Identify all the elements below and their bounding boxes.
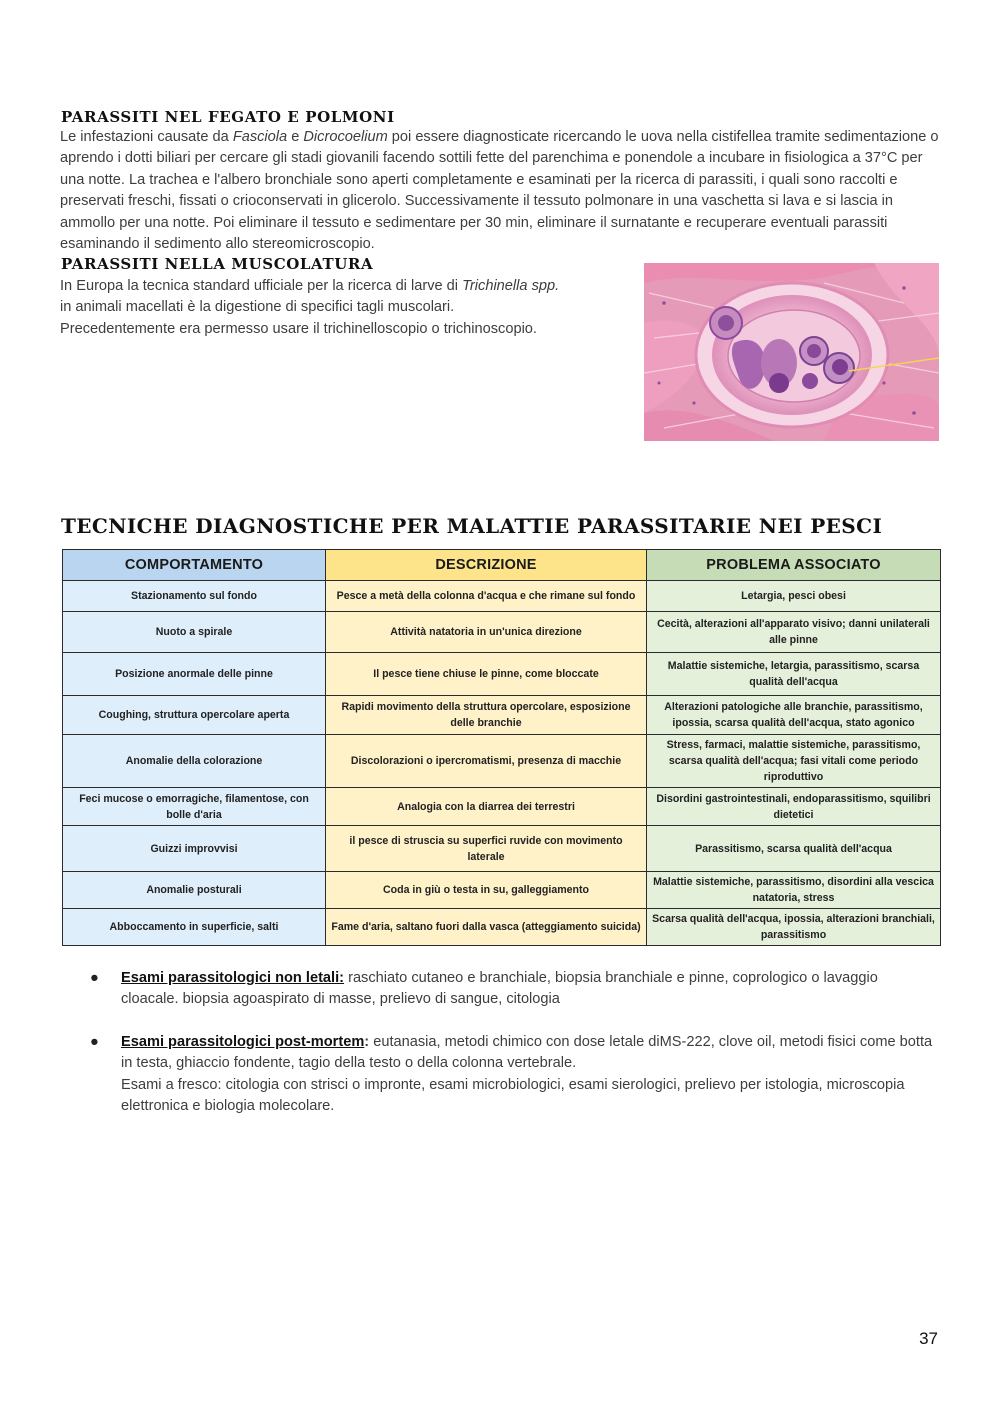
colon: : bbox=[364, 1033, 370, 1050]
table-row bbox=[63, 826, 941, 872]
problem-cell: Parassitismo, scarsa qualità dell'acqua bbox=[647, 826, 941, 872]
behavior-cell: Abboccamento in superficie, salti bbox=[63, 909, 326, 946]
bullet-icon: ● bbox=[90, 970, 99, 986]
exam-lead-post-mortem: Esami parassitologici post-mortem bbox=[121, 1033, 365, 1050]
problem-cell: Stress, farmaci, malattie sistemiche, parassitismo, scarsa qualità dell'acqua; fasi vitali come periodo riproduttivo bbox=[647, 735, 941, 788]
text-span: e bbox=[287, 129, 304, 145]
description-cell: Analogia con la diarrea dei terrestri bbox=[326, 788, 647, 826]
problem-cell: Alterazioni patologiche alle branchie, parassitismo, ipossia, scarsa qualità dell'acqua, stato agonico bbox=[647, 696, 941, 735]
header-problema: PROBLEMA ASSOCIATO bbox=[647, 550, 941, 581]
description-cell: Fame d'aria, saltano fuori dalla vasca (atteggiamento suicida) bbox=[326, 909, 647, 946]
table-row bbox=[63, 696, 941, 735]
list-item bbox=[86, 1032, 936, 1118]
text-span: poi essere diagnosticate ricercando le uova nella cistifellea tramite sedimentazione o aprendo i dotti biliari per cercare gli stadi giovanili facendo sottili fette del parenchima e ponendole a incubare in fisiologica a 37°C per una notte. La trachea e l'albero bronchiale sono aperti completamente e esaminati per la ricerca di parassiti, i quali sono raccolti e preservati freschi, fissati o crioconservati in glicerolo. Successivamente il tessuto polmonare in una vaschetta si lava e si lascia in ammollo per una notte. Poi eliminare il tessuto e sedimentare per 30 min, eliminare il surnatante e recuperare eventuali parassiti esaminando il sedimento allo stereomicroscopio. bbox=[60, 129, 939, 253]
behavior-cell: Coughing, struttura opercolare aperta bbox=[63, 696, 326, 735]
description-cell: Pesce a metà della colonna d'acqua e che rimane sul fondo bbox=[326, 581, 647, 612]
species-fasciola: Fasciola bbox=[232, 129, 288, 145]
exam-text: eutanasia, metodi chimico con dose letale diMS-222, clove oil, metodi fisici come botta in testa, ghiaccio fondente, tagio della testo o della colonna vertebrale. bbox=[121, 1033, 933, 1072]
behavior-cell: Anomalie della colorazione bbox=[63, 735, 326, 788]
description-cell: Il pesce tiene chiuse le pinne, come bloccate bbox=[326, 653, 647, 696]
description-cell: Coda in giù o testa in su, galleggiamento bbox=[326, 872, 647, 909]
problem-cell: Letargia, pesci obesi bbox=[647, 581, 941, 612]
table-row bbox=[63, 581, 941, 612]
behavior-cell: Anomalie posturali bbox=[63, 872, 326, 909]
text-span: In Europa la tecnica standard ufficiale per la ricerca di larve di bbox=[60, 278, 463, 294]
micrograph-image bbox=[644, 263, 939, 441]
behavior-cell: Feci mucose o emorragiche, filamentose, con bolle d'aria bbox=[63, 788, 326, 826]
problem-cell: Malattie sistemiche, parassitismo, disordini alla vescica natatoria, stress bbox=[647, 872, 941, 909]
muscle-line-1 bbox=[60, 276, 638, 297]
exam-text: raschiato cutaneo e branchiale, biopsia branchiale e pinne, coprologico o lavaggio cloacale. biopsia agoaspirato di masse, prelievo di sangue, citologia bbox=[121, 970, 878, 1008]
exam-text-fresh: Esami a fresco: citologia con strisci o impronte, esami microbiologici, esami sierologici, prelievo per istologia, microscopia elettronica e biologia molecolare. bbox=[121, 1076, 905, 1115]
problem-cell: Scarsa qualità dell'acqua, ipossia, alterazioni branchiali, parassitismo bbox=[647, 909, 941, 946]
liver-paragraph bbox=[60, 127, 940, 255]
behavior-cell: Posizione anormale delle pinne bbox=[63, 653, 326, 696]
list-item bbox=[86, 968, 936, 1011]
table-row bbox=[63, 653, 941, 696]
table-header-row bbox=[63, 550, 941, 581]
header-comportamento: COMPORTAMENTO bbox=[63, 550, 326, 581]
behavior-cell: Nuoto a spirale bbox=[63, 612, 326, 653]
text-span: Le infestazioni causate da bbox=[60, 129, 233, 145]
section-title-liver: PARASSITI NEL FEGATO E POLMONI bbox=[61, 108, 395, 126]
behavior-cell: Stazionamento sul fondo bbox=[63, 581, 326, 612]
fish-diagnostics-table bbox=[62, 549, 941, 946]
problem-cell: Malattie sistemiche, letargia, parassitismo, scarsa qualità dell'acqua bbox=[647, 653, 941, 696]
behavior-cell: Guizzi improvvisi bbox=[63, 826, 326, 872]
description-cell: Discolorazioni o ipercromatismi, presenza di macchie bbox=[326, 735, 647, 788]
muscle-paragraph bbox=[60, 276, 638, 340]
muscle-line-2: in animali macellati è la digestione di specifici tagli muscolari. bbox=[60, 299, 455, 316]
species-trichinella: Trichinella spp. bbox=[462, 278, 560, 294]
description-cell: Rapidi movimento della struttura opercolare, esposizione delle branchie bbox=[326, 696, 647, 735]
description-cell: Attività natatoria in un'unica direzione bbox=[326, 612, 647, 653]
trichinella-micrograph bbox=[644, 263, 939, 441]
table-row bbox=[63, 612, 941, 653]
exams-list bbox=[86, 968, 936, 1138]
table-row bbox=[63, 788, 941, 826]
section-title-fish: TECNICHE DIAGNOSTICHE PER MALATTIE PARASSITARIE NEI PESCI bbox=[61, 514, 883, 538]
table-row bbox=[63, 735, 941, 788]
problem-cell: Disordini gastrointestinali, endoparassitismo, squilibri dietetici bbox=[647, 788, 941, 826]
muscle-line-3: Precedentemente era permesso usare il trichinelloscopio o trichinoscopio. bbox=[60, 320, 537, 337]
table-row bbox=[63, 872, 941, 909]
problem-cell: Cecità, alterazioni all'apparato visivo; danni unilaterali alle pinne bbox=[647, 612, 941, 653]
page-number: 37 bbox=[919, 1329, 938, 1348]
header-descrizione: DESCRIZIONE bbox=[326, 550, 647, 581]
exam-lead-non-lethal: Esami parassitologici non letali: bbox=[121, 970, 345, 986]
species-dicrocoelium: Dicrocoelium bbox=[303, 129, 388, 145]
bullet-icon: ● bbox=[90, 1033, 99, 1050]
table-row bbox=[63, 909, 941, 946]
description-cell: il pesce di struscia su superfici ruvide con movimento laterale bbox=[326, 826, 647, 872]
section-title-muscle: PARASSITI NELLA MUSCOLATURA bbox=[61, 255, 374, 273]
